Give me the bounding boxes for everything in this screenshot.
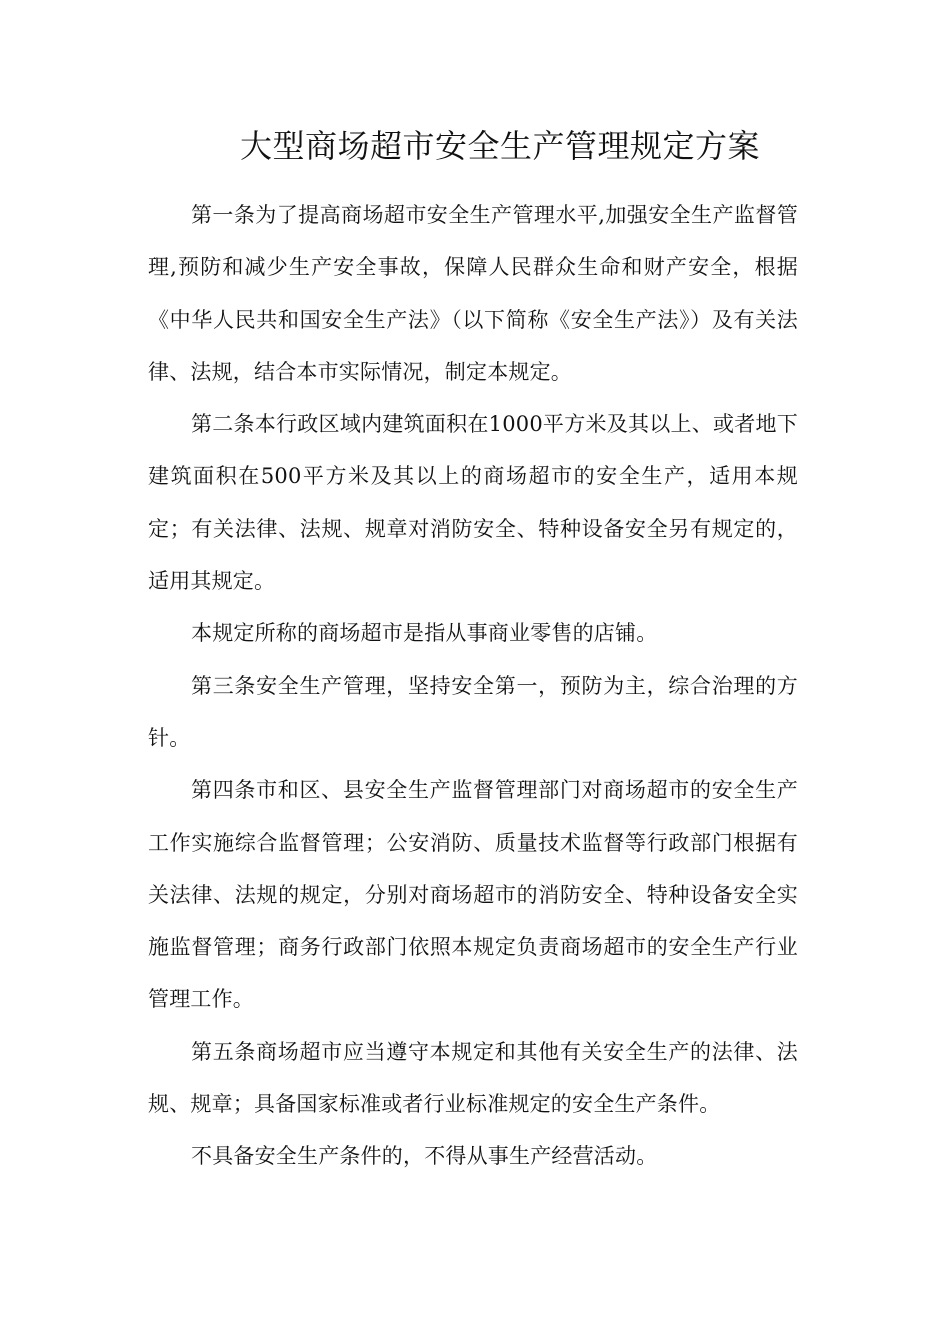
paragraph-definition: 本规定所称的商场超市是指从事商业零售的店铺。	[191, 621, 658, 646]
paragraph-article-3: 第三条安全生产管理，坚持安全第一，预防为主，综合治理的方针。	[148, 673, 798, 750]
paragraph-article-1: 第一条为了提高商场超市安全生产管理水平,加强安全生产监督管理,预防和减少生产安全事故，保障人民群众生命和财产安全，根据《中华人民共和国安全生产法》（以下简称《安全生产法》）及有关法律、法规，结合本市实际情况，制定本规定。	[148, 203, 798, 384]
paragraph-article-4: 第四条市和区、县安全生产监督管理部门对商场超市的安全生产工作实施综合监督管理；公安消防、质量技术监督等行政部门根据有关法律、法规的规定，分别对商场超市的消防安全、特种设备安全实施监督管理；商务行政部门依照本规定负责商场超市的安全生产行业管理工作。	[148, 778, 798, 1012]
paragraph-article-2: 第二条本行政区域内建筑面积在1000平方米及其以上、或者地下建筑面积在500平方米及其以上的商场超市的安全生产，适用本规定；有关法律、法规、规章对消防安全、特种设备安全另有规定的，适用其规定。	[148, 412, 798, 594]
document-body	[148, 189, 798, 1183]
paragraph-restriction: 不具备安全生产条件的，不得从事生产经营活动。	[191, 1144, 658, 1169]
paragraph-article-5: 第五条商场超市应当遵守本规定和其他有关安全生产的法律、法规、规章；具备国家标准或者行业标准规定的安全生产条件。	[148, 1039, 798, 1117]
document-title: 大型商场超市安全生产管理规定方案	[240, 127, 761, 165]
